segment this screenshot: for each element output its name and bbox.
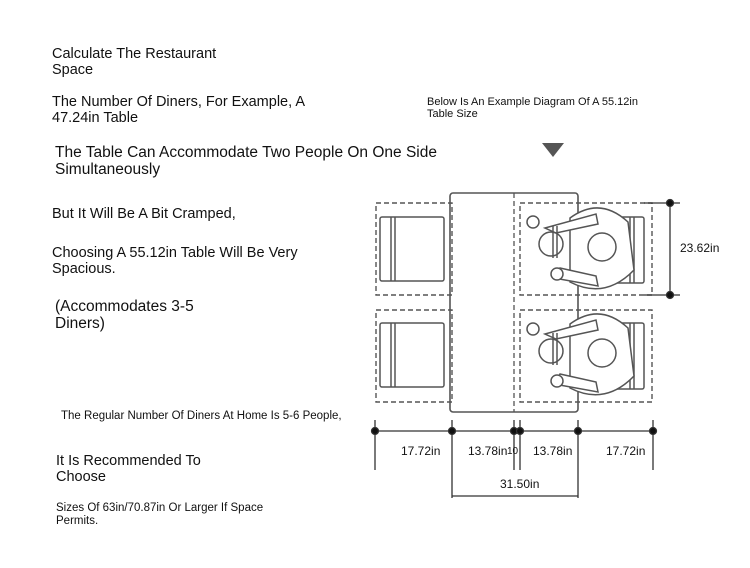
dim-seat-left: 17.72in xyxy=(401,444,441,458)
accommodates-text: (Accommodates 3-5 Diners) xyxy=(55,298,194,333)
depth-label: 23.62in xyxy=(680,241,720,255)
dim-table-half-left: 13.78in xyxy=(468,444,508,458)
dim-seat-right: 17.72in xyxy=(606,444,646,458)
dim-table-half-right: 13.78in xyxy=(533,444,573,458)
example-text: The Number Of Diners, For Example, A 47.24in Table xyxy=(52,94,305,127)
regular-text: The Regular Number Of Diners At Home Is 5-6 People, xyxy=(61,410,342,422)
diner-top xyxy=(527,208,634,289)
spacious-text: Choosing A 55.12in Table Will Be Very Spacious. xyxy=(52,245,298,278)
triangle-down-icon xyxy=(542,143,564,157)
capacity-text: The Table Can Accommodate Two People On One Side Simultaneously xyxy=(55,144,437,179)
dim-gap: 10 xyxy=(507,446,519,457)
title-text: Calculate The Restaurant Space xyxy=(52,46,217,79)
depth-dimension xyxy=(644,200,680,299)
recommend-text: It Is Recommended To Choose xyxy=(56,453,201,486)
diner-bottom xyxy=(527,314,634,395)
chair-top-left xyxy=(380,217,444,281)
chairs-left xyxy=(380,217,444,387)
chair-bottom-left xyxy=(380,323,444,387)
diagram-caption: Below Is An Example Diagram Of A 55.12in Table Size xyxy=(427,96,638,121)
cramped-text: But It Will Be A Bit Cramped, xyxy=(52,206,236,222)
dim-table-width: 31.50in xyxy=(500,477,540,491)
sizes-text: Sizes Of 63in/70.87in Or Larger If Space Permits. xyxy=(56,502,264,527)
seat-zone-bottom-left xyxy=(376,310,452,402)
